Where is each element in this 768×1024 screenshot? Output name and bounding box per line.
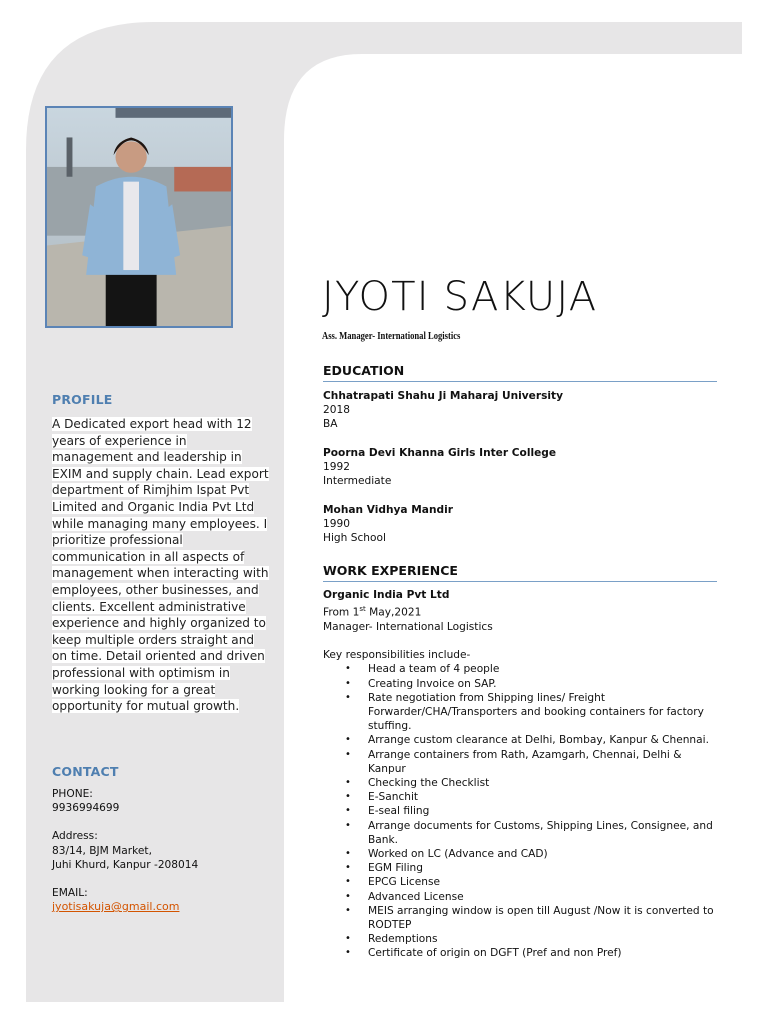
profile-summary [52,416,270,715]
responsibility-item [345,861,718,875]
responsibility-item [345,847,718,861]
responsibility-item [345,932,718,946]
education-degree: High School [323,532,386,545]
responsibility-text: MEIS arranging window is open till August /Now it is converted to RODTEP [368,904,714,931]
education-year: 1990 [323,518,350,531]
contact-heading: CONTACT [52,764,119,779]
phone-number: 9936994699 [52,802,120,815]
responsibility-text: Arrange containers from Rath, Azamgarh, Chennai, Delhi & Kanpur [368,748,682,775]
responsibility-text: EGM Filing [368,862,424,875]
bullet-icon: • [345,862,351,874]
bullet-icon: • [345,776,351,788]
education-school: Mohan Vidhya Mandir [323,504,453,516]
responsibility-text: Certificate of origin on DGFT (Pref and non Pref) [368,947,622,960]
responsibility-item [345,946,718,960]
responsibility-text: Arrange custom clearance at Delhi, Bombay, Kanpur & Chennai. [368,734,709,747]
candidate-name: JYOTI SAKUJA [322,274,598,320]
address-line-2: Juhi Khurd, Kanpur -208014 [52,858,199,871]
responsibility-text: Creating Invoice on SAP. [368,677,497,690]
responsibility-item [345,677,718,691]
responsibilities-list [345,662,718,960]
start-date-prefix: From 1 [323,606,360,619]
start-date-suffix: May,2021 [365,606,422,619]
address-label: Address: [52,830,98,843]
company-name: Organic India Pvt Ltd [323,589,450,601]
work-experience-entry [323,588,718,961]
bullet-icon: • [345,734,351,746]
education-school: Poorna Devi Khanna Girls Inter College [323,447,557,459]
responsibility-item [345,662,718,676]
employment-start [323,602,718,620]
responsibility-item [345,776,718,790]
responsibility-item [345,819,718,847]
bullet-icon: • [345,748,351,760]
responsibility-text: Rate negotiation from Shipping lines/ Freight Forwarder/CHA/Transporters and booking containers for factory stuffing. [368,691,704,733]
bullet-icon: • [345,791,351,803]
education-item [323,503,717,546]
education-item [323,446,717,489]
responsibility-text: EPCG License [368,876,440,889]
bullet-icon: • [345,890,351,902]
address-line-1: 83/14, BJM Market, [52,844,152,857]
education-heading: EDUCATION [323,363,717,382]
email-label: EMAIL: [52,887,88,900]
job-title: Ass. Manager- International Logistics [322,330,461,342]
responsibility-text: Redemptions [368,933,438,946]
responsibility-item [345,691,718,734]
education-year: 1992 [323,461,350,474]
responsibility-text: Head a team of 4 people [368,663,500,676]
bullet-icon: • [345,904,351,916]
responsibility-text: E-seal filing [368,805,430,818]
bullet-icon: • [345,876,351,888]
education-degree: BA [323,418,338,431]
responsibility-text: Worked on LC (Advance and CAD) [368,847,548,860]
responsibility-text: E-Sanchit [368,791,419,804]
phone-label: PHONE: [52,788,93,800]
responsibility-text: Arrange documents for Customs, Shipping Lines, Consignee, and Bank. [368,819,713,846]
bullet-icon: • [345,691,351,703]
education-degree: Intermediate [323,475,392,488]
responsibility-item [345,790,718,804]
responsibility-item [345,804,718,818]
bullet-icon: • [345,933,351,945]
responsibility-item [345,890,718,904]
responsibility-item [345,904,718,932]
bullet-icon: • [345,805,351,817]
bullet-icon: • [345,947,351,959]
responsibility-text: Checking the Checklist [368,776,490,789]
bullet-icon: • [345,677,351,689]
bullet-icon: • [345,663,351,675]
contact-details [52,787,272,914]
responsibility-item [345,733,718,747]
profile-photo [45,106,233,328]
responsibility-text: Advanced License [368,890,464,903]
email-link[interactable]: jyotisakuja@gmail.com [52,900,180,914]
responsibilities-label: Key responsibilities include- [323,649,471,662]
responsibility-item [345,748,718,776]
education-item [323,389,717,432]
education-school: Chhatrapati Shahu Ji Maharaj University [323,390,563,402]
education-year: 2018 [323,404,350,417]
start-date-ordinal: st [359,605,366,614]
bullet-icon: • [345,847,351,859]
profile-heading: PROFILE [52,392,113,407]
work-experience-heading: WORK EXPERIENCE [323,563,717,582]
responsibility-item [345,875,718,889]
profile-summary-text: A Dedicated export head with 12 years of experience in management and leadership in EXIM and supply chain. Lead export department of Rimjhim Ispat Pvt Limited and Organic India Pvt Ltd while managing many employees. I prioritize professional communication in all aspects of management when interacting with employees, other businesses, and clients. Excellent administrative experience and highly organized to keep multiple orders straight and on time. Detail oriented and driven professional with optimism in working looking for a great opportunity for mutual growth. [52,417,269,714]
role-title: Manager- International Logistics [323,620,493,633]
bullet-icon: • [345,819,351,831]
